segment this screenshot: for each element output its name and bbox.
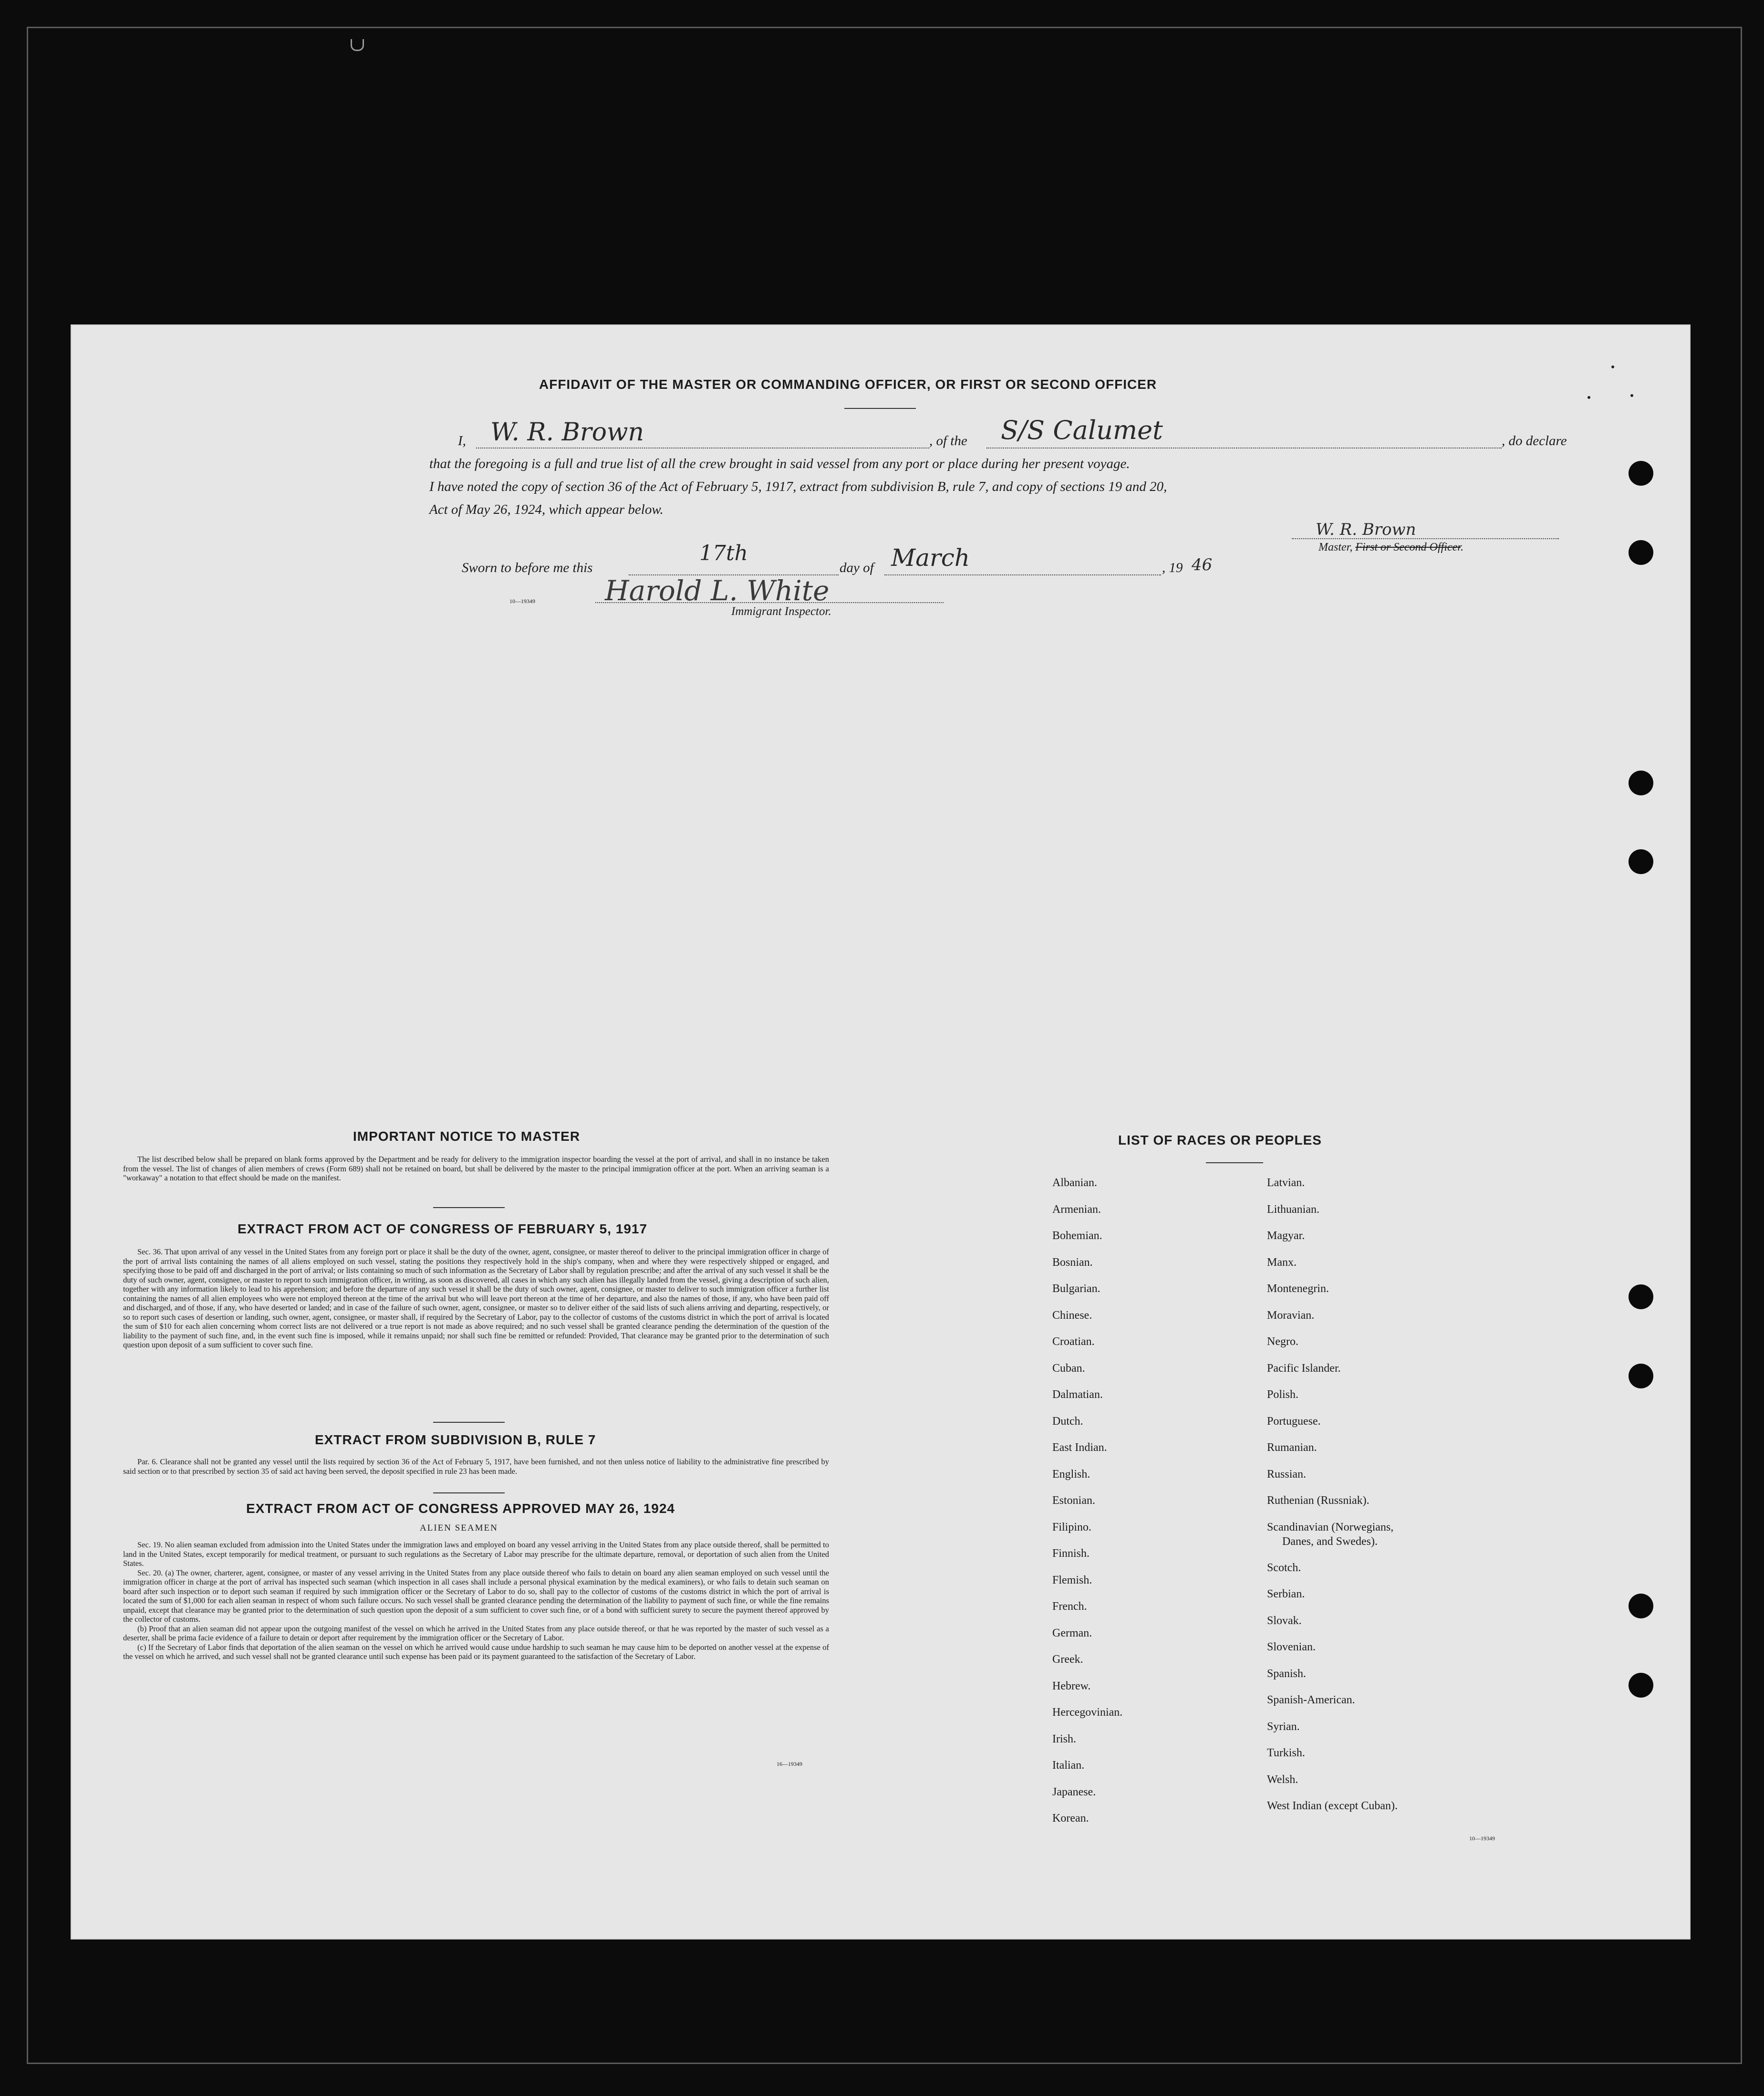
section-20c-paragraph: (c) If the Secretary of Labor finds that deportation of the alien seaman on the vessel on which he arrived would cause undue hardship to such seaman he may cause him to be deported on another vessel at the expense of the vessel on which he arrived, and such vessel shall not be granted clearance until such expense has been paid or its payment guaranteed to the satisfaction of the Secretary of Labor. bbox=[123, 1642, 829, 1661]
race-item: Japanese. bbox=[1052, 1785, 1096, 1798]
struck-officer-title: First or Second Officer bbox=[1355, 541, 1461, 553]
scandinavian-line-2: Danes, and Swedes). bbox=[1282, 1535, 1378, 1548]
affidavit-title: AFFIDAVIT OF THE MASTER OR COMMANDING OFFICER, OR FIRST OR SECOND OFFICER bbox=[539, 377, 1157, 392]
race-item: Filipino. bbox=[1052, 1521, 1092, 1533]
race-item: Moravian. bbox=[1267, 1309, 1315, 1322]
punch-hole-icon bbox=[1629, 771, 1653, 795]
rule-7-title: EXTRACT FROM SUBDIVISION B, RULE 7 bbox=[315, 1432, 596, 1447]
scan-speck bbox=[1611, 365, 1614, 368]
punch-hole-icon bbox=[1629, 540, 1653, 565]
race-item: Turkish. bbox=[1267, 1747, 1305, 1759]
races-title: LIST OF RACES OR PEOPLES bbox=[1118, 1133, 1322, 1147]
extract-1917-text bbox=[123, 1247, 829, 1350]
race-item: Portuguese. bbox=[1267, 1415, 1321, 1428]
race-item: Polish. bbox=[1267, 1388, 1299, 1401]
race-item: Italian. bbox=[1052, 1759, 1085, 1772]
race-item: Rumanian. bbox=[1267, 1441, 1317, 1454]
races-rule bbox=[1206, 1162, 1263, 1163]
extract-1924-title: EXTRACT FROM ACT OF CONGRESS APPROVED MAY 26, 1924 bbox=[246, 1501, 675, 1516]
races-form-code: 10—19349 bbox=[1469, 1835, 1495, 1842]
title-rule bbox=[844, 408, 916, 409]
race-item: Magyar. bbox=[1267, 1230, 1305, 1242]
inspector-signature-handwritten: Harold L. White bbox=[605, 574, 830, 607]
master-title bbox=[1318, 541, 1463, 554]
race-item: East Indian. bbox=[1052, 1441, 1107, 1454]
inspector-label: Immigrant Inspector. bbox=[731, 605, 831, 618]
race-item: Negro. bbox=[1267, 1335, 1298, 1348]
document-page bbox=[71, 324, 1691, 1940]
race-item: Spanish-American. bbox=[1267, 1694, 1355, 1706]
affidavit-line-3: I have noted the copy of section 36 of the Act of February 5, 1917, extract from subdivision B, rule 7, and copy of sections 19 and 20, bbox=[429, 479, 1167, 494]
master-title-end: . bbox=[1460, 541, 1463, 553]
year-handwritten: 46 bbox=[1192, 555, 1213, 574]
notice-title: IMPORTANT NOTICE TO MASTER bbox=[353, 1129, 581, 1144]
race-item: Armenian. bbox=[1052, 1203, 1101, 1216]
extract-form-code: 16—19349 bbox=[777, 1761, 802, 1767]
affidavit-line-4: Act of May 26, 1924, which appear below. bbox=[429, 502, 664, 517]
race-item: Hebrew. bbox=[1052, 1679, 1091, 1692]
section-rule bbox=[433, 1207, 505, 1208]
extract-1924-text bbox=[123, 1540, 829, 1661]
race-item: Finnish. bbox=[1052, 1547, 1090, 1560]
race-item: Slovenian. bbox=[1267, 1641, 1316, 1653]
day-of-text: day of bbox=[840, 560, 874, 575]
month-handwritten: March bbox=[891, 544, 970, 572]
paragraph-6: Par. 6. Clearance shall not be granted any vessel until the lists required by section 36 of the Act of February 5, 1917, have been furnished, and not then unless notice of liability to the administrative fine prescribed by said section or to that prescribed by section 35 of said act having been served, the deposit specified in rule 23 has been made. bbox=[123, 1457, 829, 1476]
race-item: Chinese. bbox=[1052, 1309, 1092, 1322]
punch-hole-icon bbox=[1629, 849, 1653, 874]
section-20b-paragraph: (b) Proof that an alien seaman did not appear upon the outgoing manifest of the vessel on which he arrived in the United States from any place outside thereof, or that he was reported by the master of such vessel as a deserter, shall be prima facie evidence of a failure to detain or deport after requirement by the immigration officer or the Secretary of Labor. bbox=[123, 1624, 829, 1642]
race-item: Syrian. bbox=[1267, 1720, 1300, 1733]
race-item: Bohemian. bbox=[1052, 1230, 1102, 1242]
section-20a-paragraph: Sec. 20. (a) The owner, charterer, agent, consignee, or master of any vessel arriving in the United States from any place outside thereof who fails to detain on board any alien seaman employed on such vessel until the immigration officer in charge at the port of arrival has inspected such seaman (which inspection in all cases shall include a personal physical examination by the medical examiners), or who fails to detain such seaman on board after such inspection or to deport such seaman if required by such immigration officer or the Secretary of Labor to do so, shall pay to the collector of customs of the customs district in which the port of arrival is located the sum of $1,000 for each alien seaman in respect of whom such failure occurs. No such vessel shall be granted clearance pending the determination of the liability to payment of such fine, or while the fine remains unpaid, except that clearance may be granted prior to the determination of such question upon the deposit of a sum sufficient to cover such fine, or of a bond with sufficient surety to secure the payment thereof approved by the collector of customs. bbox=[123, 1568, 829, 1624]
punch-hole-icon bbox=[1629, 461, 1653, 486]
race-item: French. bbox=[1052, 1600, 1087, 1613]
notice-paragraph: The list described below shall be prepared on blank forms approved by the Department and be ready for delivery to the immigration inspector boarding the vessel at the port of arrival, and shall in no instance be taken from the vessel. The list of changes of alien members of crews (Form 689) shall not be retained on board, but shall be delivered by the master to the principal immigration officer at the port. When an arriving seaman is a "workaway" a notation to that effect should be made on the manifest. bbox=[123, 1155, 829, 1182]
scandinavian-line-1: Scandinavian (Norwegians, bbox=[1267, 1521, 1394, 1533]
punch-hole-icon bbox=[1629, 1364, 1653, 1388]
form-code: 10—19349 bbox=[509, 598, 535, 605]
alien-seamen-subtitle: ALIEN SEAMEN bbox=[420, 1523, 498, 1533]
day-handwritten: 17th bbox=[699, 541, 748, 565]
race-item: Flemish. bbox=[1052, 1574, 1092, 1586]
race-item: Russian. bbox=[1267, 1468, 1307, 1481]
race-item: German. bbox=[1052, 1627, 1092, 1639]
extract-1917-title: EXTRACT FROM ACT OF CONGRESS OF FEBRUARY 5, 1917 bbox=[238, 1221, 648, 1236]
vessel-name-handwritten: S/S Calumet bbox=[1001, 415, 1163, 445]
race-item: Irish. bbox=[1052, 1732, 1076, 1745]
master-signature-handwritten: W. R. Brown bbox=[1316, 520, 1416, 539]
race-item: Estonian. bbox=[1052, 1494, 1095, 1507]
races-left-column bbox=[1052, 1176, 1122, 1838]
punch-hole-icon bbox=[1629, 1673, 1653, 1698]
scan-speck bbox=[1630, 394, 1633, 397]
race-item: Ruthenian (Russniak). bbox=[1267, 1494, 1370, 1507]
race-item: Croatian. bbox=[1052, 1335, 1095, 1348]
punch-hole-icon bbox=[1629, 1594, 1653, 1618]
race-item: Serbian. bbox=[1267, 1588, 1305, 1600]
race-item: Pacific Islander. bbox=[1267, 1362, 1341, 1375]
sworn-text: Sworn to before me this bbox=[462, 560, 593, 575]
rule-7-text bbox=[123, 1457, 829, 1476]
affidavit-of-the: , of the bbox=[929, 433, 967, 448]
section-rule bbox=[433, 1422, 505, 1423]
section-19-paragraph: Sec. 19. No alien seaman excluded from admission into the United States under the immigration laws and employed on board any vessel arriving in the United States from any place outside thereof, shall be permitted to land in the United States, except temporarily for medical treatment, or pursuant to such regulations as the Secretary of Labor may prescribe for the ultimate departure, removal, or deportation of such alien from the United States. bbox=[123, 1540, 829, 1568]
race-item: Spanish. bbox=[1267, 1667, 1307, 1680]
affidavit-i: I, bbox=[458, 433, 466, 448]
scan-speck bbox=[1588, 396, 1590, 399]
race-item: West Indian (except Cuban). bbox=[1267, 1800, 1398, 1812]
race-item: Slovak. bbox=[1267, 1614, 1302, 1627]
race-item: Dutch. bbox=[1052, 1415, 1083, 1428]
race-item: Manx. bbox=[1267, 1256, 1297, 1269]
race-item: Greek. bbox=[1052, 1653, 1083, 1666]
master-name-handwritten: W. R. Brown bbox=[490, 418, 644, 447]
punch-hole-icon bbox=[1629, 1284, 1653, 1309]
month-line bbox=[884, 574, 1161, 575]
race-item: Scotch. bbox=[1267, 1561, 1301, 1574]
scan-artifact-mark bbox=[351, 39, 364, 51]
race-item: Montenegrin. bbox=[1267, 1283, 1329, 1295]
year-prefix: , 19 bbox=[1162, 560, 1183, 575]
race-item: Korean. bbox=[1052, 1812, 1089, 1825]
race-item: Latvian. bbox=[1267, 1177, 1305, 1189]
race-item: Albanian. bbox=[1052, 1177, 1097, 1189]
section-rule bbox=[433, 1492, 505, 1493]
race-item: Bosnian. bbox=[1052, 1256, 1093, 1269]
race-item: Dalmatian. bbox=[1052, 1388, 1103, 1401]
race-item: Lithuanian. bbox=[1267, 1203, 1319, 1216]
race-item: Hercegovinian. bbox=[1052, 1706, 1123, 1719]
affidavit-line-2: that the foregoing is a full and true list of all the crew brought in said vessel from any port or place during her present voyage. bbox=[429, 456, 1130, 471]
section-36-paragraph: Sec. 36. That upon arrival of any vessel in the United States from any foreign port or place it shall be the duty of the owner, agent, consignee, or master thereof to deliver to the principal immigration officer in charge of the port of arrival lists containing the names of all aliens employed on such vessel, stating the positions they respectively hold in the ship's company, when and where they were respectively shipped or engaged, and specifying those to be paid off and discharged in the port of arrival; or lists containing so much of such information as the Secretary of Labor shall by regulation prescribe; and after the arrival of any such vessel it shall be the duty of such owner, agent, consignee, or master to report to such immigration officer, in writing, as soon as discovered, all cases in which any such alien has illegally landed from the vessel, giving a description of such alien, together with any information likely to lead to his apprehension; and before the departure of any such vessel it shall be the duty of such owner, agent, consignee, or master to deliver to such immigration officer a further list containing the names of all alien employees who were not employed thereon at the time of the arrival but who will leave port thereon at the time of her departure, and also the names of those, if any, who have been paid off and discharged, and of those, if any, who have deserted or landed; and in case of the failure of such owner, agent, consignee, or master so to deliver either of the said lists of such aliens arriving and departing, respectively, or so to report such cases of desertion or landing, such owner, agent, consignee, or master shall, if required by the Secretary of Labor, pay to the collector of customs of the customs district in which the port of arrival is located the sum of $10 for each alien concerning whom correct lists are not delivered or a true report is not made as above required; and no such vessel shall be granted clearance pending the determination of the question of the liability to the payment of such fine, and, in the event such fine is imposed, while it remains unpaid; nor shall such fine be remitted or refunded: Provided, That clearance may be granted prior to the determination of such question upon deposit of a sum sufficient to cover such fine. bbox=[123, 1247, 829, 1349]
races-list bbox=[1052, 1176, 1482, 1853]
races-right-column bbox=[1267, 1176, 1398, 1825]
race-item: Cuban. bbox=[1052, 1362, 1085, 1375]
race-item-scandinavian bbox=[1267, 1520, 1398, 1561]
race-item: English. bbox=[1052, 1468, 1090, 1481]
master-prefix: Master, bbox=[1318, 541, 1353, 553]
race-item: Welsh. bbox=[1267, 1773, 1298, 1786]
affidavit-do-declare: , do declare bbox=[1502, 433, 1567, 448]
inspector-line bbox=[595, 602, 944, 603]
race-item: Bulgarian. bbox=[1052, 1283, 1100, 1295]
notice-text bbox=[123, 1155, 829, 1183]
